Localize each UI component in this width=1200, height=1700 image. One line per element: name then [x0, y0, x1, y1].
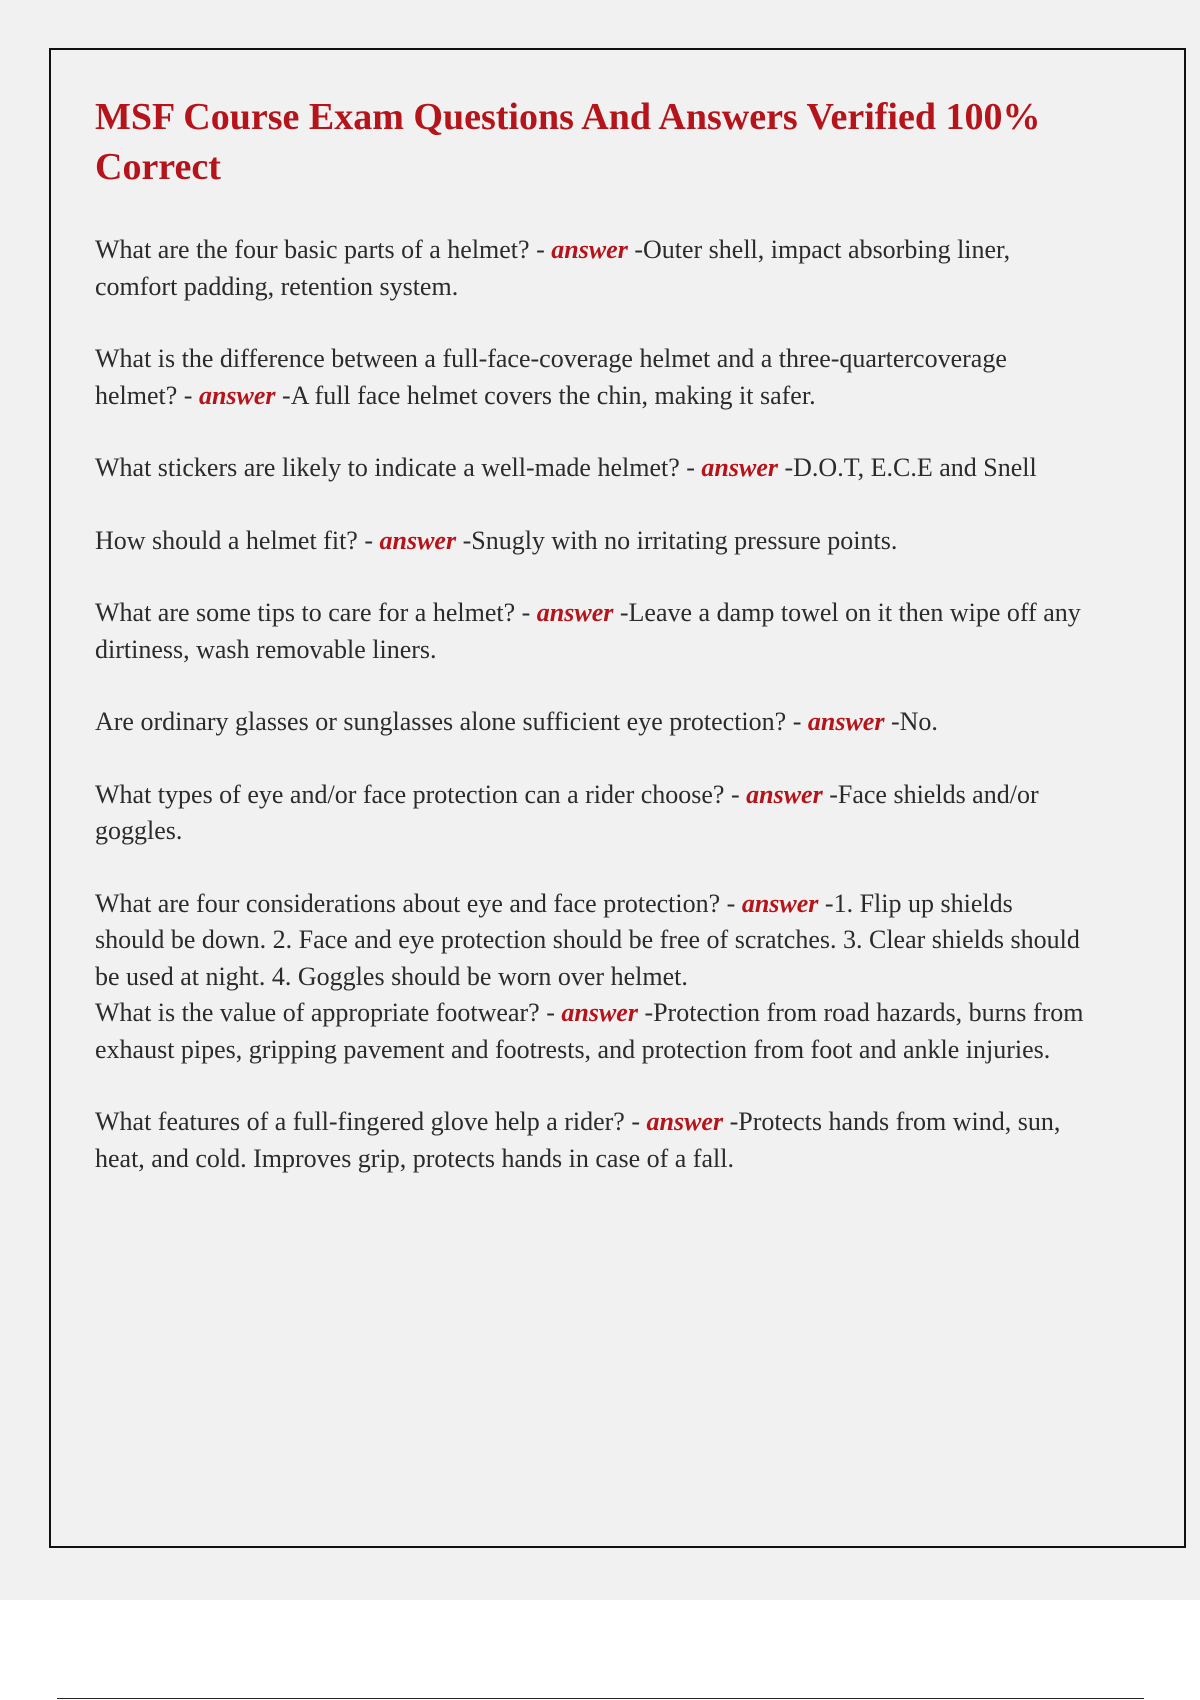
answer-text: -Protection from road hazards, burns from exhaust pipes, gripping pavement and footrests, and protection from foot and ankle injuries. — [95, 998, 1084, 1064]
answer-text: -Face shields and/or goggles. — [95, 779, 1039, 845]
question-text: How should a helmet fit? - — [95, 525, 373, 555]
qa-item-3 — [95, 450, 1085, 487]
answer-text: -A full face helmet covers the chin, making it safer. — [282, 380, 816, 410]
qa-item-5 — [95, 595, 1085, 668]
answer-label: answer — [701, 453, 778, 482]
answer-label: answer — [646, 1107, 724, 1136]
answer-text: -Leave a damp towel on it then wipe off any dirtiness, wash removable liners. — [95, 598, 1081, 664]
answer-label: answer — [379, 525, 457, 555]
question-text: What are four considerations about eye and face protection? - — [95, 888, 736, 918]
answer-text: -D.O.T, E.C.E and Snell — [784, 453, 1037, 482]
qa-item-10 — [95, 1104, 1085, 1177]
qa-item-7 — [95, 777, 1085, 850]
document-title: MSF Course Exam Questions And Answers Verified 100% Correct — [95, 96, 1041, 188]
answer-label: answer — [807, 707, 885, 736]
document-content — [95, 92, 1085, 1177]
question-text: What are some tips to care for a helmet? - — [95, 598, 531, 627]
answer-text: -Protects hands from wind, sun, heat, and cold. Improves grip, protects hands in case of a fall. — [95, 1107, 1061, 1173]
question-text: Are ordinary glasses or sunglasses alone sufficient eye protection? - — [95, 707, 802, 736]
answer-label: answer — [561, 998, 638, 1027]
answer-text: -No. — [890, 707, 938, 736]
qa-item-1 — [95, 232, 1085, 305]
answer-label: answer — [551, 235, 628, 264]
question-text: What is the difference between a full-face-coverage helmet and a three-quartercoverage helmet? - — [95, 344, 1007, 410]
answer-text: -1. Flip up shields should be down. 2. Face and eye protection should be free of scratches. 3. Clear shields should be used at night. 4. Goggles should be worn over helmet. — [95, 888, 1080, 991]
question-text: What types of eye and/or face protection can a rider choose? - — [95, 779, 740, 809]
question-text: What stickers are likely to indicate a well-made helmet? - — [95, 453, 695, 482]
answer-label: answer — [198, 380, 276, 410]
qa-item-8 — [95, 886, 1085, 996]
qa-item-4 — [95, 523, 1085, 560]
footer-divider — [57, 1698, 1144, 1699]
answer-text: -Snugly with no irritating pressure points. — [462, 525, 898, 555]
answer-label: answer — [741, 888, 819, 918]
answer-label: answer — [536, 598, 614, 627]
question-text: What are the four basic parts of a helmet? - — [95, 235, 545, 264]
qa-item-2 — [95, 341, 1085, 414]
qa-item-6 — [95, 704, 1085, 741]
answer-label: answer — [746, 779, 823, 809]
qa-item-9 — [95, 995, 1085, 1068]
answer-text: -Outer shell, impact absorbing liner, comfort padding, retention system. — [95, 235, 1011, 301]
question-text: What is the value of appropriate footwear? - — [95, 998, 555, 1027]
question-text: What features of a full-fingered glove help a rider? - — [95, 1107, 641, 1136]
